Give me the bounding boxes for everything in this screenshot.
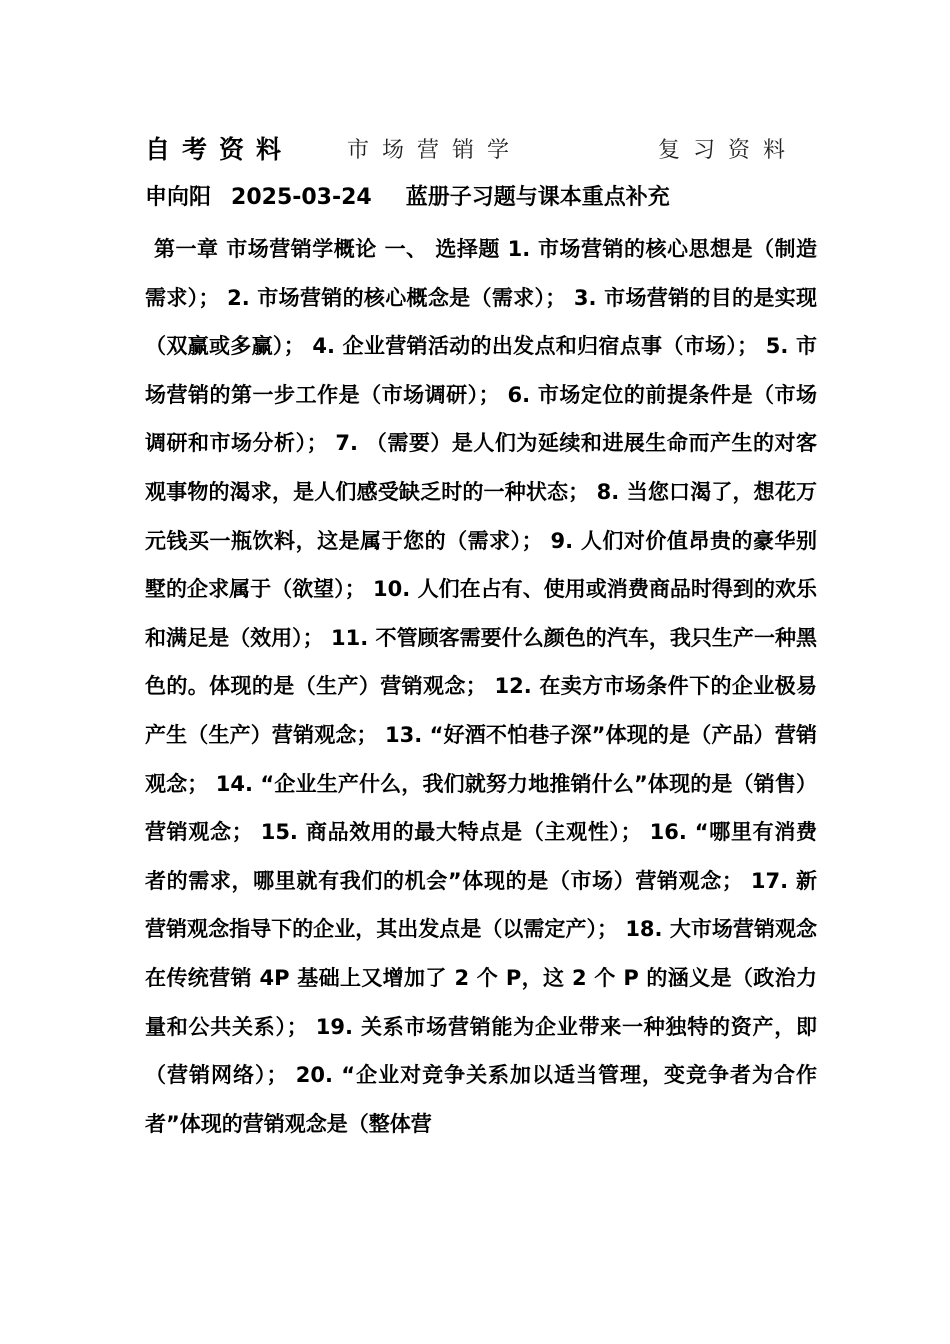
body-paragraph: 第一章 市场营销学概论 一、 选择题 1. 市场营销的核心思想是（制造需求）； 2. 市场营销的核心概念是（需求）； 3. 市场营销的目的是实现（双赢或多赢）； 4. 企业营销活动的出发点和归宿点事（市场）； 5. 市场营销的第一步工作是（市场调研）； 6. 市场定位的前提条件是（市场调研和市场分析）； 7. （需要）是人们为延续和进展生命而产生的对客观事物的渴求，是人们感受缺乏时的一种状态； 8. 当您口渴了，想花万元钱买一瓶饮料，这是属于您的（需求）； 9. 人们对价值昂贵的豪华别墅的企求属于（欲望）； 10. 人们在占有、使用或消费商品时得到的欢乐和满足是（效用）； 11. 不管顾客需要什么颜色的汽车，我只生产一种黑色的。体现的是（生产）营销观念； 12. 在卖方市场条件下的企业极易产生（生产）营销观念； 13. “好酒不怕巷子深”体现的是（产品）营销观念； 14. “企业生产什么，我们就努力地推销什么”体现的是（销售）营销观念； 15. 商品效用的最大特点是（主观性）； 16. “哪里有消费者的需求，哪里就有我们的机会”体现的是（市场）营销观念； 17. 新营销观念指导下的企业，其出发点是（以需定产）； 18. 大市场营销观念在传统营销 4P 基础上又增加了 2 个 P，这 2 个 P 的涵义是（政治力量和公共关系）； 19. 关系市场营销能为企业带来一种独特的资产，即（营销网络）； 20. “企业对竞争关系加以适当管理，变竞争者为合作者”体现的营销观念是（整体营 [145, 237, 817, 1136]
header-type: 复习资料 [658, 138, 799, 163]
header-label: 自考资料 [145, 135, 294, 164]
document-meta [145, 178, 670, 218]
header-subject: 市场营销学 [347, 138, 523, 163]
document-date: 2025-03-24 [231, 185, 372, 210]
document-subtitle: 蓝册子习题与课本重点补充 [405, 185, 670, 210]
document-header [145, 132, 810, 172]
author-name: 申向阳 [145, 185, 212, 210]
